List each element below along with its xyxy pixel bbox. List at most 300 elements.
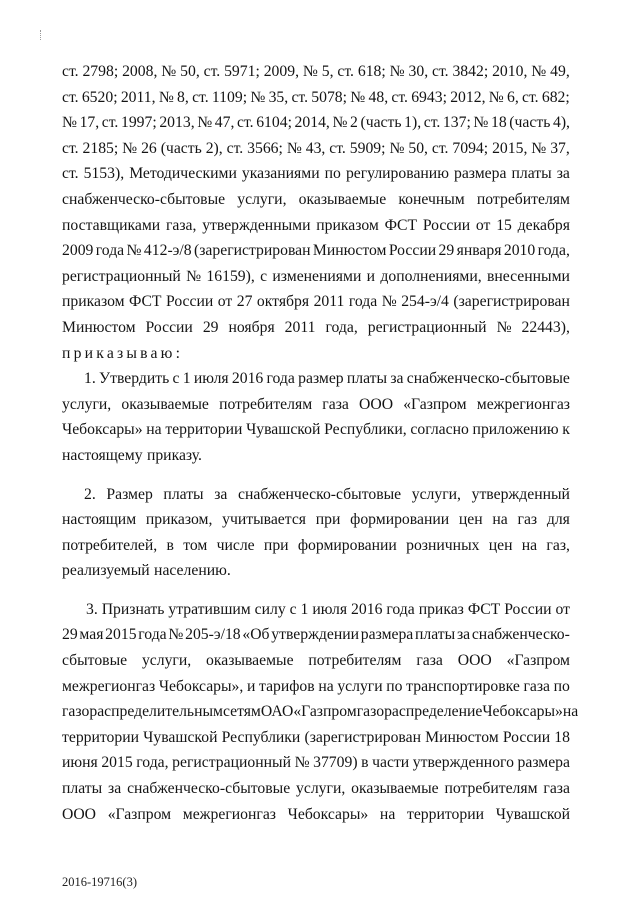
word: ст. (431, 139, 449, 157)
text-line (62, 315, 570, 341)
word: приказом (62, 293, 125, 311)
word: № (531, 63, 547, 80)
word: ОАО (260, 703, 294, 721)
word: России (165, 293, 214, 311)
word: газ, (546, 536, 570, 554)
word: 1), (404, 114, 422, 132)
word: межрегионгаз (62, 677, 156, 695)
word: № (473, 114, 489, 132)
word: приказ (418, 600, 464, 618)
word: № (531, 139, 547, 157)
word: 6520; (81, 88, 118, 106)
word: формировании (350, 511, 450, 529)
word: 2 (350, 114, 358, 132)
word: услуги, (296, 780, 346, 798)
word: регистрационный (172, 754, 291, 772)
word: межрегионгаз (182, 805, 276, 823)
word: сетям (222, 703, 261, 721)
word: конечным (398, 190, 465, 208)
word: 5, (321, 63, 334, 80)
word: июля (312, 600, 348, 618)
word: на (492, 511, 508, 529)
word: дополнениями, (380, 267, 482, 285)
word: 43, (305, 139, 326, 157)
word: поставщиками (62, 216, 161, 234)
word: 137; (442, 114, 471, 132)
word: населению. (154, 562, 231, 580)
word: платы (346, 370, 388, 388)
word: ст. (522, 88, 539, 106)
word: с (289, 600, 297, 618)
word: газа (322, 395, 349, 413)
word: 2015 (105, 626, 137, 644)
word: на (521, 536, 538, 554)
word: 17, (79, 114, 100, 132)
word: платы (62, 780, 103, 798)
word: октября (256, 293, 310, 311)
word: № (350, 88, 366, 106)
word: № (62, 114, 77, 132)
word: Республики, (324, 421, 407, 439)
word: части (372, 754, 410, 772)
text-line (62, 776, 570, 802)
word: платы (163, 485, 204, 503)
word: регистрационный (367, 318, 487, 336)
text-line (62, 110, 570, 136)
word: газа (543, 780, 570, 798)
word: ст. (101, 114, 119, 132)
word: 37709) (313, 754, 358, 772)
word: при (263, 536, 289, 554)
word: (зарегистрирован (304, 728, 421, 746)
word: ст. (62, 88, 79, 106)
word: по (386, 677, 403, 695)
text-line (62, 59, 570, 85)
word: услуги, (411, 485, 461, 503)
word: 2012, (450, 88, 486, 106)
word: размера (360, 626, 414, 644)
word: потребителям (444, 780, 538, 798)
word: и (246, 677, 256, 695)
word: оказываемые (298, 190, 387, 208)
word: № (496, 318, 512, 336)
word: услуги, (141, 652, 192, 670)
word: 1997; (120, 114, 157, 132)
word: года, (136, 754, 169, 772)
word: 48, (368, 88, 389, 106)
word: Чебоксары», (158, 677, 244, 695)
text-line (62, 187, 570, 213)
word: ст. (62, 165, 79, 183)
word: ст. (62, 63, 79, 80)
text-line (62, 648, 570, 674)
word: услуги (337, 677, 383, 695)
word: 26 (141, 139, 157, 157)
word: внесенными (486, 267, 570, 285)
text-line (62, 85, 570, 111)
text-line (62, 558, 570, 584)
word: 2015 (101, 754, 133, 772)
word: ФСТ (129, 293, 162, 311)
word: настоящим (62, 511, 137, 529)
word: утратившим (168, 600, 251, 618)
word: 2010 (503, 242, 536, 260)
word: ст. (391, 88, 408, 106)
word: № (294, 754, 310, 772)
word: России (502, 728, 551, 746)
word: № (186, 267, 202, 285)
word: 2010, (492, 63, 528, 80)
word: тарифов (259, 677, 315, 695)
word: года, (325, 318, 358, 336)
word: приказом, (145, 511, 213, 529)
text-line (62, 802, 570, 828)
text-line (62, 238, 570, 264)
word: снабженческо-сбытовые (406, 370, 570, 388)
word: № (161, 63, 177, 80)
word: газ (517, 511, 538, 529)
word: утвержденный (471, 485, 570, 503)
word: 2011, (120, 88, 156, 106)
text-line (62, 366, 570, 392)
text-line (62, 533, 570, 559)
word: снабженческо-сбытовые (238, 485, 402, 503)
word: настоящему (62, 446, 143, 464)
word: 2016 (351, 600, 383, 618)
word: Чебоксары» (62, 421, 143, 439)
text-line (62, 622, 570, 648)
word: 3842; (452, 63, 489, 80)
word: № (168, 626, 184, 644)
word: № (126, 242, 142, 260)
text-line (62, 674, 570, 700)
word: России (422, 216, 471, 234)
word: (зарегистрирован (453, 293, 570, 311)
word: ФСТ (384, 216, 418, 234)
word: России (388, 242, 437, 260)
word: 29 (202, 318, 219, 336)
word: размера (453, 165, 507, 183)
word: 4), (552, 114, 570, 132)
word: № (488, 88, 504, 106)
text-line (62, 392, 570, 418)
word: Чебоксары» (482, 703, 563, 721)
word: территории (165, 421, 243, 439)
word: № (302, 63, 318, 80)
text-line (62, 443, 570, 469)
word: 2011 (284, 318, 316, 336)
word: России (145, 318, 193, 336)
word: силу (254, 600, 286, 618)
word: года (138, 626, 167, 644)
text-line (62, 725, 570, 751)
word: Утвердить (99, 370, 170, 388)
word: газа (523, 677, 551, 695)
word: цен (488, 536, 513, 554)
word: 29 (438, 242, 455, 260)
word: 16159), (206, 267, 255, 285)
word: 5909; (349, 139, 386, 157)
word: за (556, 165, 570, 183)
document-number: 2016-19716(3) (62, 875, 137, 889)
word: Минюстом (312, 242, 387, 260)
word: 254-э/4 (401, 293, 449, 311)
text-line (62, 750, 570, 776)
word: № (332, 114, 348, 132)
word: на (146, 421, 162, 439)
word: формировании (297, 536, 397, 554)
word: изменениями (272, 267, 362, 285)
word: ст. (291, 88, 308, 106)
word: утверждении (271, 626, 360, 644)
word: потребителям (476, 190, 570, 208)
word: ООО (62, 805, 96, 823)
word: с (172, 370, 180, 388)
word: приложению (472, 421, 559, 439)
word: потребителям (219, 395, 313, 413)
word: платы (511, 165, 552, 183)
word: числе (216, 536, 255, 554)
word: 2009, (263, 63, 299, 80)
text-line (62, 417, 570, 443)
word: (часть (360, 114, 402, 132)
word: 6104; (256, 114, 292, 132)
word: для (546, 511, 570, 529)
word: оказываемые (121, 395, 209, 413)
word: 2008, (122, 63, 158, 80)
word: на (379, 805, 396, 823)
word: указаниями (241, 165, 320, 183)
document-body (62, 59, 579, 827)
word: услуги, (62, 395, 112, 413)
word: ст. (423, 114, 441, 132)
word: 30, (408, 63, 429, 80)
word: января (456, 242, 502, 260)
word: «Газпром (107, 805, 172, 823)
word: снабженческо-сбытовые (62, 190, 226, 208)
word: ст. (62, 139, 79, 157)
word: 1109; (211, 88, 248, 106)
word: 2185; (82, 139, 119, 157)
word: потребителей, (62, 536, 158, 554)
word: 8, (177, 88, 189, 106)
word: 2798; (82, 63, 119, 80)
word: ст. (237, 114, 254, 132)
word: газа, (165, 216, 197, 234)
word: от (555, 600, 570, 618)
word: Размер (106, 485, 153, 503)
word: Признать (101, 600, 165, 618)
word: 27 (236, 293, 253, 311)
word: 2009 (62, 242, 94, 260)
word: за (390, 370, 404, 388)
text-line (62, 597, 570, 623)
text-line (62, 341, 570, 367)
word: 3566; (247, 139, 283, 157)
word: от (217, 293, 233, 311)
word: ООО (457, 652, 492, 670)
word: газораспределительным (62, 703, 223, 721)
word: 2013, (159, 114, 195, 132)
word: года (348, 293, 378, 311)
word: согласно (410, 421, 469, 439)
word: ст. (432, 63, 449, 80)
word: на (562, 703, 579, 721)
word: Чувашской (143, 728, 218, 746)
word: 618; (357, 63, 386, 80)
word: оказываемые (206, 652, 294, 670)
word: регистрационный (62, 267, 181, 285)
word: июля (193, 370, 229, 388)
word: 50, (180, 63, 200, 80)
word: 2015, (492, 139, 528, 157)
word: приказом (316, 216, 379, 234)
word: утвержденными (202, 216, 311, 234)
word: приказу. (146, 446, 202, 464)
text-line (62, 161, 570, 187)
word: 29 (62, 626, 78, 644)
word: ООО (359, 395, 394, 413)
word: «Об (242, 626, 270, 644)
word: (часть (509, 114, 551, 132)
word: № (250, 88, 266, 106)
text-line (62, 264, 570, 290)
scan-mark (40, 30, 44, 40)
text-line (62, 289, 570, 315)
word: розничных (406, 536, 480, 554)
word: ст. (329, 139, 346, 157)
word: Чувашской (246, 421, 321, 439)
word: с (260, 267, 268, 285)
word: 7094; (452, 139, 489, 157)
word: 5971; (224, 63, 260, 80)
word: 6, (507, 88, 519, 106)
word: в (361, 754, 369, 772)
word: платы (415, 626, 456, 644)
paragraph-gap (62, 469, 570, 482)
word: 2. (84, 485, 96, 503)
word: за (108, 780, 122, 798)
word: потребителям (308, 652, 402, 670)
word: за (456, 626, 471, 644)
word: 2), (205, 139, 223, 157)
word: ст. (203, 63, 221, 80)
word: размера (517, 754, 570, 772)
word: 1. (84, 370, 96, 388)
word: 18 (491, 114, 507, 132)
word: ФСТ (467, 600, 501, 618)
word: ст. (226, 139, 244, 157)
text-line (62, 136, 570, 162)
word: на (318, 677, 334, 695)
word: 6943; (411, 88, 447, 106)
word: года (386, 600, 415, 618)
word: № (381, 293, 397, 311)
word: снабженческо-сбытовые (127, 780, 291, 798)
word: Чебоксары» (287, 805, 369, 823)
word: ст. (192, 88, 209, 106)
text-line (62, 213, 570, 239)
word: 49, (550, 63, 570, 80)
text-line (62, 699, 579, 725)
word: № (197, 114, 213, 132)
word: территории (406, 805, 484, 823)
word: 47, (214, 114, 235, 132)
word: размер (298, 370, 344, 388)
word: «Газпром (403, 395, 467, 413)
word: газа (416, 652, 443, 670)
word: и (366, 267, 376, 285)
word: за (214, 485, 228, 503)
word: межрегионгаз (476, 395, 570, 413)
word: Методическими (129, 165, 237, 183)
word: 412-э/8 (143, 242, 192, 260)
word: утвержденного (412, 754, 514, 772)
word: 682; (541, 88, 570, 106)
word: 5078; (311, 88, 347, 106)
word: 2016 (231, 370, 264, 388)
word: ст. (337, 63, 354, 80)
word: 1 (182, 370, 191, 388)
word: учитывается (222, 511, 307, 529)
word: 37, (550, 139, 570, 157)
word: № (389, 139, 405, 157)
word: к (562, 421, 570, 439)
word: 18 (554, 728, 570, 746)
word: (зарегистрирован (194, 242, 311, 260)
word: в (166, 536, 174, 554)
word: России (504, 600, 552, 618)
word: мая (79, 626, 104, 644)
word: при (315, 511, 341, 529)
word: 1 (300, 600, 309, 618)
text-line (62, 507, 570, 533)
word: по (553, 677, 570, 695)
word: Минюстом (62, 318, 136, 336)
word: декабря (517, 216, 570, 234)
text-line (62, 482, 570, 508)
word: Республики (221, 728, 301, 746)
word: № (389, 63, 405, 80)
word: ноября (228, 318, 275, 336)
word: июня (62, 754, 98, 772)
word: года, (537, 242, 570, 260)
word: № (286, 139, 302, 157)
word: территории (62, 728, 140, 746)
word: регулированию (345, 165, 449, 183)
word: услуги, (237, 190, 287, 208)
word: 35, (268, 88, 289, 106)
word: 22443), (521, 318, 570, 336)
word: по (324, 165, 341, 183)
word: «Газпром (293, 703, 357, 721)
word: Чувашской (495, 805, 570, 823)
word: «Газпром (506, 652, 570, 670)
word: снабженческо- (471, 626, 570, 644)
word: от (475, 216, 491, 234)
word: 2011 (313, 293, 345, 311)
word: 50, (408, 139, 428, 157)
word: том (183, 536, 208, 554)
word: 205-э/18 (185, 626, 241, 644)
word: Минюстом (425, 728, 499, 746)
word: сбытовые (62, 652, 128, 670)
word: газораспределение (356, 703, 483, 721)
word: № (122, 139, 138, 157)
word: 15 (496, 216, 512, 234)
word: транспортировке (406, 677, 520, 695)
word: года (95, 242, 125, 260)
